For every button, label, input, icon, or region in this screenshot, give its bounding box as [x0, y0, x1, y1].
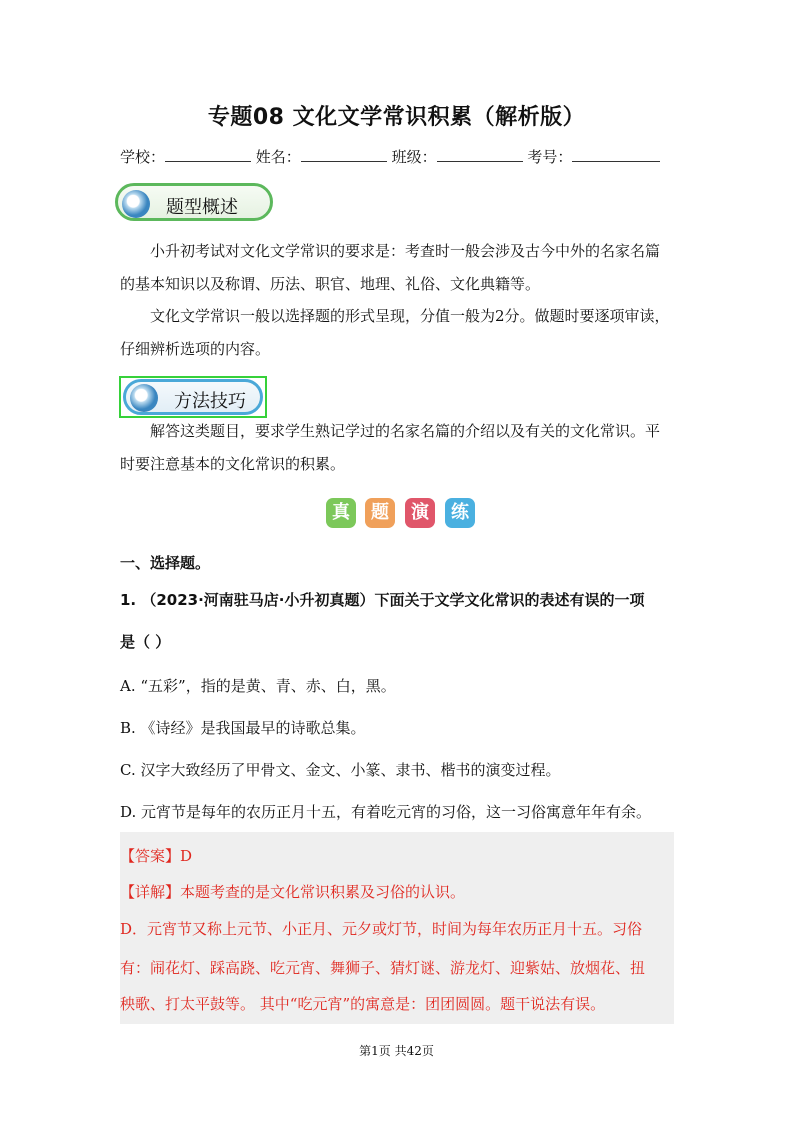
page-title: 专题08 文化文学常识积累（解析版）	[207, 105, 586, 130]
name-blank	[301, 146, 387, 162]
banner-label: 题型概述	[166, 197, 238, 218]
section-heading: 一、选择题。	[120, 554, 211, 572]
practice-tile-1: 真	[326, 498, 356, 528]
student-info-line	[120, 146, 660, 167]
section-banner-method	[123, 379, 263, 415]
explanation-line-3: 秧歌、打太平鼓等。 其中“吃元宵”的寓意是：团团圆圆。题干说法有误。	[120, 995, 606, 1013]
method-paragraph: 解答这类题目，要求学生熟记学过的名家名篇的介绍以及有关的文化常识。平时要注意基本的文化常识的积累。	[120, 422, 661, 473]
speech-bubble-icon	[122, 190, 150, 218]
option-c: C. 汉字大致经历了甲骨文、金文、小篆、隶书、楷书的演变过程。	[120, 761, 561, 779]
explanation-line-1: D．元宵节又称上元节、小正月、元夕或灯节，时间为每年农历正月十五。习俗	[120, 920, 643, 938]
answer-line: 【答案】D	[120, 847, 193, 865]
practice-tile-2: 题	[365, 498, 395, 528]
method-banner-frame	[119, 376, 267, 418]
number-label: 考号：	[527, 148, 573, 166]
question-stem-line-1: 1. （2023·河南驻马店·小升初真题）下面关于文学文化常识的表述有误的一项	[120, 591, 645, 609]
option-a: A. “五彩”，指的是黄、青、赤、白，黑。	[120, 677, 396, 695]
page-footer: 第1页 共42页	[359, 1044, 434, 1058]
option-b: B. 《诗经》是我国最早的诗歌总集。	[120, 719, 366, 737]
practice-tile-4: 练	[445, 498, 475, 528]
name-label: 姓名：	[255, 148, 301, 166]
explanation-line-2: 有：闹花灯、踩高跷、吃元宵、舞狮子、猜灯谜、游龙灯、迎紫姑、放烟花、扭	[120, 959, 646, 977]
class-blank	[437, 146, 523, 162]
practice-tile-3: 演	[405, 498, 435, 528]
school-label: 学校：	[120, 148, 166, 166]
class-label: 班级：	[391, 148, 437, 166]
section-banner-overview	[115, 183, 273, 221]
question-stem-line-2: 是（ ）	[120, 633, 171, 651]
overview-paragraph-2: 文化文学常识一般以选择题的形式呈现，分值一般为2分。做题时要逐项审读，仔细辨析选项的内容。	[120, 307, 670, 358]
overview-paragraph-1: 小升初考试对文化文学常识的要求是：考查时一般会涉及古今中外的名家名篇的基本知识以及称谓、历法、职官、地理、礼俗、文化典籍等。	[120, 242, 661, 293]
detail-line: 【详解】本题考查的是文化常识积累及习俗的认识。	[120, 883, 466, 901]
school-blank	[165, 146, 251, 162]
option-d: D. 元宵节是每年的农历正月十五，有着吃元宵的习俗，这一习俗寓意年年有余。	[120, 803, 652, 821]
number-blank	[572, 146, 660, 162]
speech-bubble-icon	[130, 384, 158, 412]
banner-label: 方法技巧	[174, 391, 246, 412]
